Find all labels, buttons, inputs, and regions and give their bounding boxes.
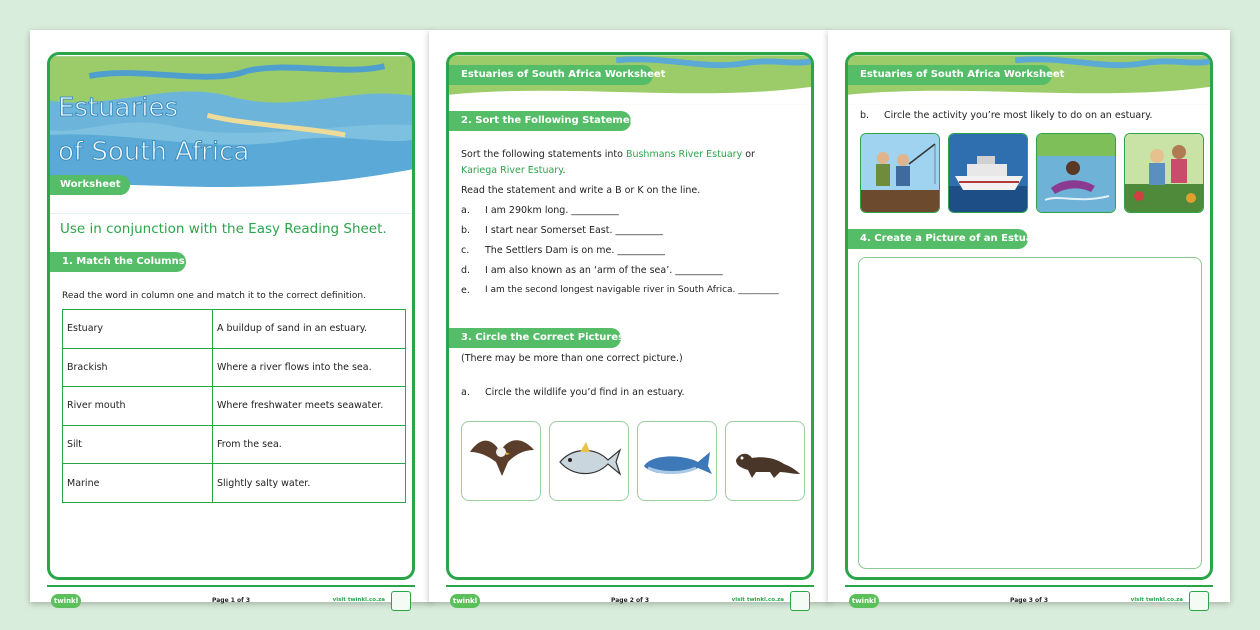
definition-cell: Where freshwater meets seawater. — [213, 387, 406, 426]
statement-text: I am 290km long. __________ — [485, 205, 619, 216]
sort-intro-text: Sort the following statements into — [461, 149, 626, 160]
section1-tag: 1. Match the Columns — [50, 252, 186, 272]
quality-badge-icon — [391, 591, 411, 611]
fish-icon — [550, 422, 628, 500]
whale-icon — [638, 422, 716, 500]
header-tag: Estuaries of South Africa Worksheet — [449, 65, 653, 85]
visit-link: visit twinkl.co.za — [731, 597, 784, 603]
statement-letter: b. — [461, 225, 471, 236]
term-cell: Silt — [63, 425, 213, 464]
page-2-frame — [446, 52, 814, 580]
otter-icon — [726, 422, 804, 500]
eagle-icon — [462, 422, 540, 500]
table-row — [63, 310, 406, 349]
page-2-footer — [446, 585, 814, 615]
worksheet-page-3 — [828, 30, 1230, 605]
twinkl-logo: twinkl — [51, 594, 81, 608]
question-a-letter: a. — [461, 387, 470, 398]
quality-badge-icon — [1189, 591, 1209, 611]
term-cell: River mouth — [63, 387, 213, 426]
statement-text: I start near Somerset East. __________ — [485, 225, 664, 236]
definition-cell: Slightly salty water. — [213, 464, 406, 503]
statement-letter: c. — [461, 245, 470, 256]
activity-choice-fishing[interactable] — [860, 133, 940, 213]
page-number: Page 2 of 3 — [611, 597, 649, 604]
swimming-icon — [1037, 134, 1116, 213]
activity-choice-cruise-ship[interactable] — [948, 133, 1028, 213]
bushmans-river-label: Bushmans River Estuary — [625, 149, 743, 160]
page-title-line2: of South Africa — [58, 137, 250, 167]
section4-tag: 4. Create a Picture of an Estuary — [848, 229, 1028, 249]
table-row — [63, 464, 406, 503]
activity-choice-gardening[interactable] — [1124, 133, 1204, 213]
header-tag: Estuaries of South Africa Worksheet — [848, 65, 1052, 85]
statement-text: I am the second longest navigable river in South Africa. _________ — [485, 285, 779, 295]
section3-tag: 3. Circle the Correct Pictures — [449, 328, 621, 348]
page-3-frame — [845, 52, 1213, 580]
table-row — [63, 387, 406, 426]
definition-cell: From the sea. — [213, 425, 406, 464]
picture-choice-fish[interactable] — [549, 421, 629, 501]
worksheet-tag: Worksheet — [50, 175, 130, 195]
page-1-frame — [47, 52, 415, 580]
sort-intro-or: or — [742, 149, 755, 160]
kariega-river-label: Kariega River Estuary — [461, 165, 563, 176]
picture-choice-eagle[interactable] — [461, 421, 541, 501]
worksheet-page-2 — [429, 30, 831, 605]
page-title-line1: Estuaries — [58, 93, 179, 123]
definition-cell: A buildup of sand in an estuary. — [213, 310, 406, 349]
gardening-icon — [1125, 134, 1204, 213]
statement-text: I am also known as an ‘arm of the sea’. __________ — [485, 265, 723, 276]
twinkl-logo: twinkl — [450, 594, 480, 608]
question-b-letter: b. — [860, 110, 870, 121]
sort-intro-line2 — [461, 165, 566, 176]
drawing-area[interactable] — [858, 257, 1202, 569]
read-statement: Read the statement and write a B or K on the line. — [461, 185, 701, 196]
term-cell: Estuary — [63, 310, 213, 349]
cruise-ship-icon — [949, 134, 1028, 213]
visit-link: visit twinkl.co.za — [332, 597, 385, 603]
quality-badge-icon — [790, 591, 810, 611]
twinkl-logo: twinkl — [849, 594, 879, 608]
question-b-text: Circle the activity you’re most likely to do on an estuary. — [884, 110, 1153, 121]
statement-letter: a. — [461, 205, 470, 216]
picture-choice-whale[interactable] — [637, 421, 717, 501]
page-number: Page 1 of 3 — [212, 597, 250, 604]
section1-intro: Read the word in column one and match it to the correct definition. — [62, 291, 366, 301]
instruction-text: Use in conjunction with the Easy Reading Sheet. — [60, 221, 387, 237]
statement-letter: d. — [461, 265, 471, 276]
term-cell: Brackish — [63, 348, 213, 387]
page-number: Page 3 of 3 — [1010, 597, 1048, 604]
picture-choice-otter[interactable] — [725, 421, 805, 501]
statement-text: The Settlers Dam is on me. __________ — [485, 245, 665, 256]
table-row — [63, 425, 406, 464]
visit-link: visit twinkl.co.za — [1130, 597, 1183, 603]
section2-tag: 2. Sort the Following Statements — [449, 111, 631, 131]
match-columns-table — [62, 309, 406, 503]
sort-intro-period: . — [562, 165, 566, 176]
fishing-icon — [861, 134, 940, 213]
page-3-footer — [845, 585, 1213, 615]
question-a-text: Circle the wildlife you’d find in an estuary. — [485, 387, 685, 398]
definition-cell: Where a river flows into the sea. — [213, 348, 406, 387]
page-1-footer — [47, 585, 415, 615]
statement-letter: e. — [461, 285, 470, 296]
term-cell: Marine — [63, 464, 213, 503]
worksheet-page-1 — [30, 30, 432, 605]
activity-choice-swimming[interactable] — [1036, 133, 1116, 213]
sort-intro — [461, 149, 755, 160]
section3-note: (There may be more than one correct picture.) — [461, 353, 683, 364]
table-row — [63, 348, 406, 387]
